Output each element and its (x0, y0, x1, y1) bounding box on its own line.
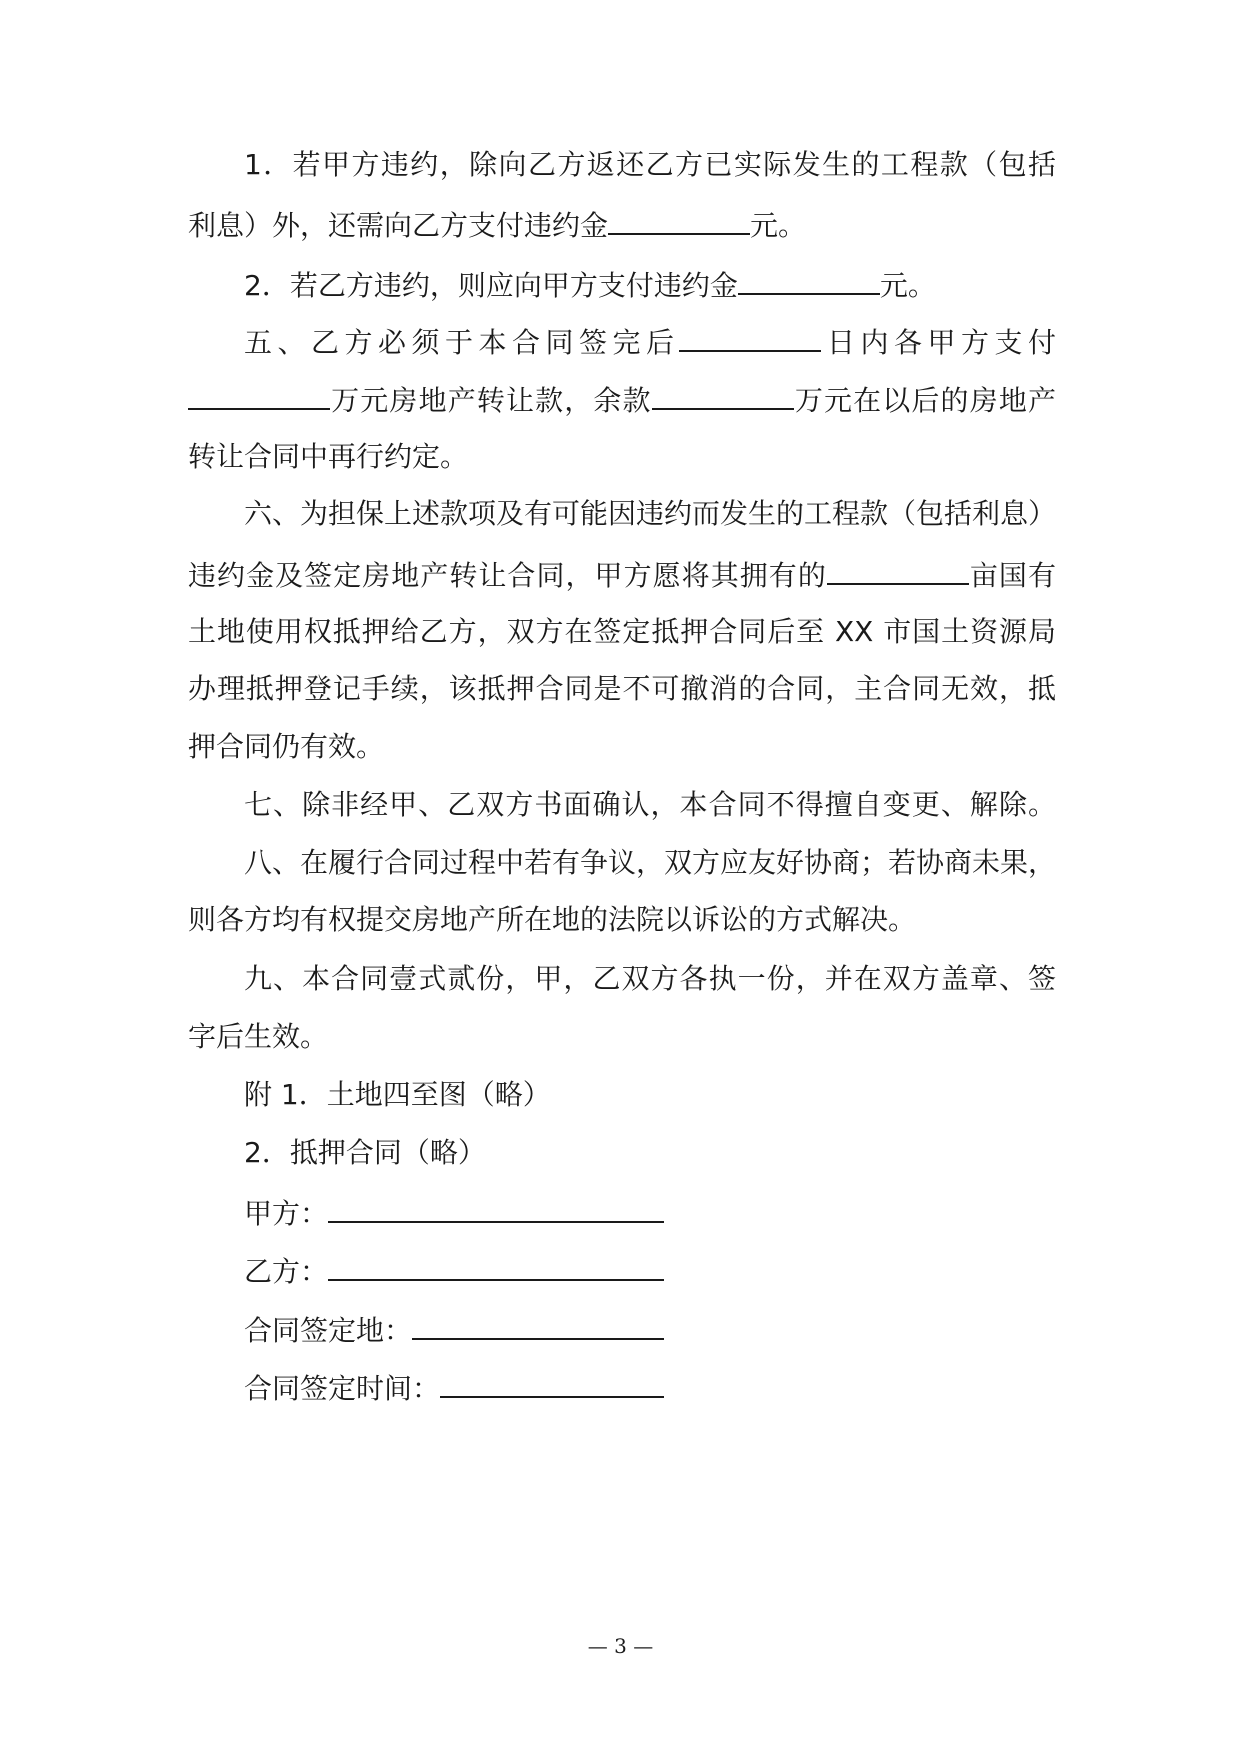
clause6-line5: 押合同仍有效。 (188, 730, 385, 763)
signature-time: 合同签定时间： (244, 1366, 1056, 1409)
amount-blank (608, 203, 750, 235)
days-blank (679, 320, 821, 352)
area-blank (827, 553, 969, 585)
signature-place: 合同签定地： (244, 1308, 1056, 1351)
place-blank (412, 1308, 664, 1340)
party-a-blank (328, 1191, 664, 1223)
clause5-line3: 转让合同中再行约定。 (188, 440, 469, 473)
party-b-blank (328, 1249, 664, 1281)
clause4-item2: 2．若乙方违约，则应向甲方支付违约金 元。 (244, 263, 1056, 306)
clause9-line2: 字后生效。 (188, 1020, 329, 1053)
amount-blank (738, 263, 880, 295)
signature-party-b: 乙方： (244, 1249, 1056, 1292)
clause5-line1: 五、乙方必须于本合同签完后 日内各甲方支付 (244, 320, 1056, 363)
amount-blank (652, 378, 794, 410)
page-number: — 3 — (587, 1634, 654, 1658)
clause6-line2: 违约金及签定房地产转让合同，甲方愿将其拥有的 亩国有 (188, 553, 1056, 596)
clause6-line3: 土地使用权抵押给乙方，双方在签定抵押合同后至 XX 市国土资源局 (188, 615, 1056, 648)
attachment-2: 2．抵押合同（略） (244, 1136, 486, 1169)
clause6-line4: 办理抵押登记手续，该抵押合同是不可撤消的合同，主合同无效，抵 (188, 672, 1056, 705)
clause4-item1-line2: 利息）外，还需向乙方支付违约金 元。 (188, 203, 1056, 246)
clause5-line2: 万元房地产转让款，余款 万元在以后的房地产 (188, 378, 1056, 421)
clause8-line2: 则各方均有权提交房地产所在地的法院以诉讼的方式解决。 (188, 903, 917, 936)
clause4-item1-line1: 1．若甲方违约，除向乙方返还乙方已实际发生的工程款（包括 (244, 148, 1056, 181)
clause8-line1: 八、在履行合同过程中若有争议，双方应友好协商；若协商未果， (244, 846, 1056, 879)
clause7: 七、除非经甲、乙双方书面确认，本合同不得擅自变更、解除。 (244, 788, 1056, 821)
clause9-line1: 九、本合同壹式贰份，甲，乙双方各执一份，并在双方盖章、签 (244, 962, 1056, 995)
signature-party-a: 甲方： (244, 1191, 1056, 1234)
time-blank (440, 1366, 664, 1398)
clause6-line1: 六、为担保上述款项及有可能因违约而发生的工程款（包括利息） (244, 497, 1056, 530)
amount-blank (188, 378, 330, 410)
attachment-1: 附 1．土地四至图（略） (244, 1078, 551, 1111)
